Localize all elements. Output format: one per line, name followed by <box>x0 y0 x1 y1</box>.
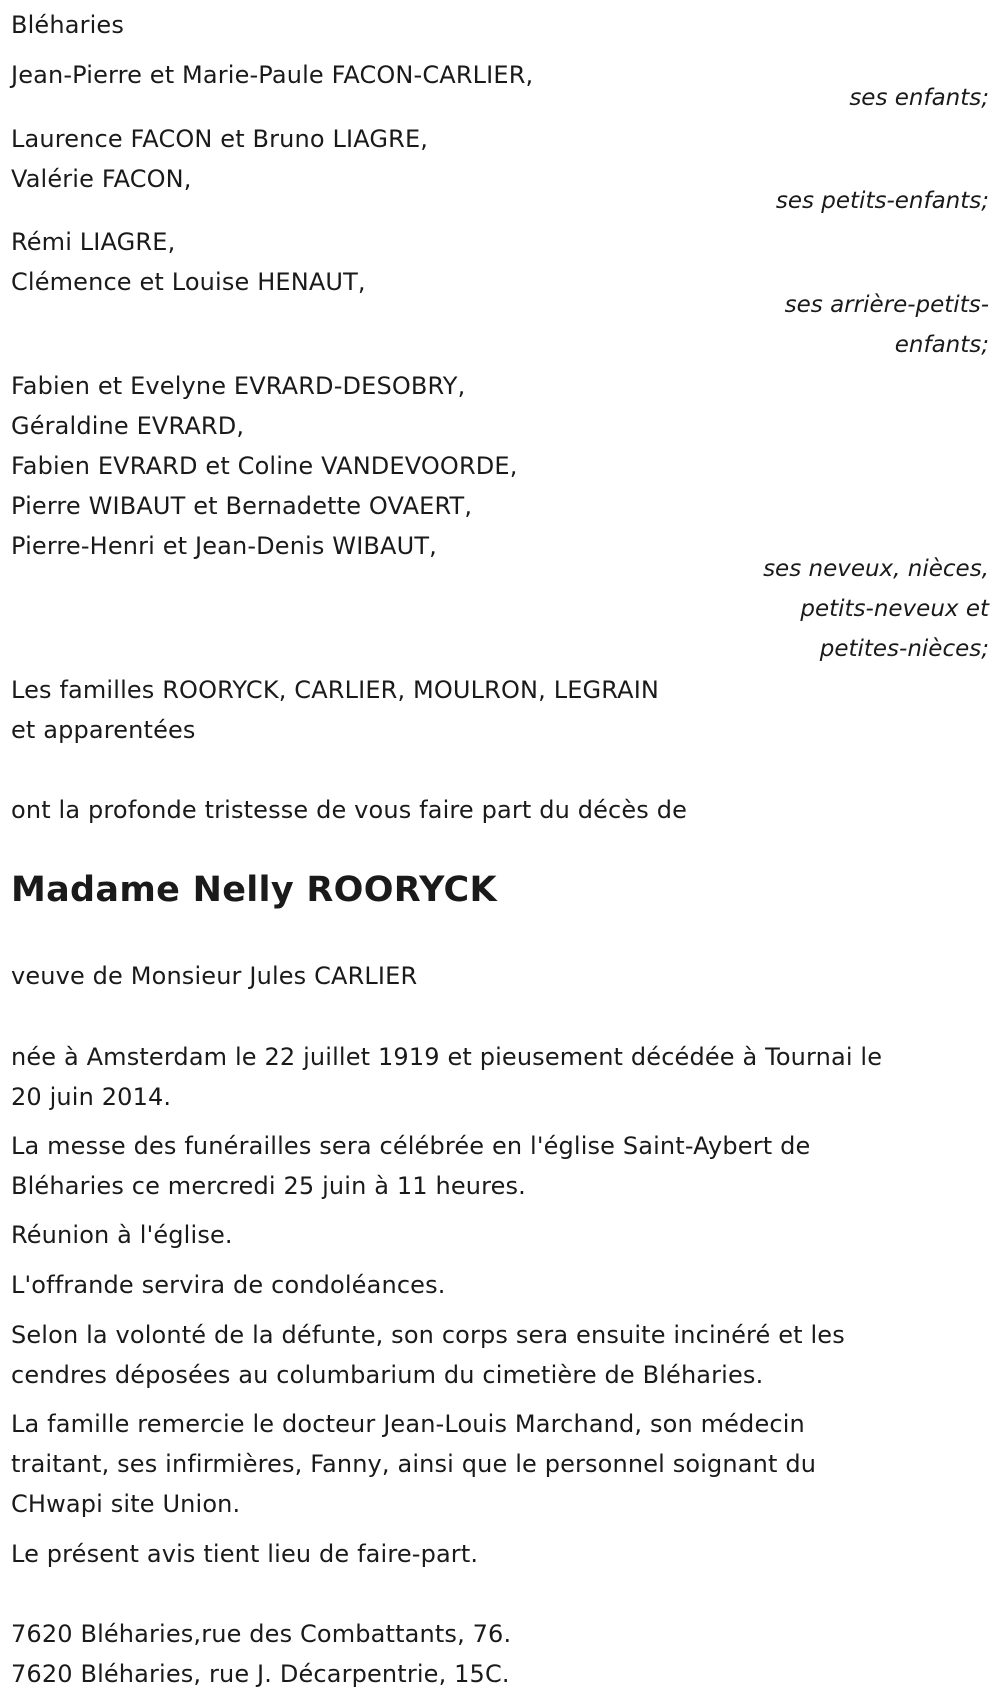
family-name-line: Laurence FACON et Bruno LIAGRE, <box>11 125 429 153</box>
relation-label: petites-nièces; <box>819 636 989 662</box>
paragraph-line: Réunion à l'église. <box>11 1221 233 1249</box>
paragraph-line: née à Amsterdam le 22 juillet 1919 et pieusement décédée à Tournai le <box>11 1043 883 1071</box>
relation-label: ses arrière-petits- <box>784 292 989 318</box>
families-line: et apparentées <box>11 716 196 744</box>
address-line: 7620 Bléharies,rue des Combattants, 76. <box>11 1620 512 1648</box>
paragraph-line: 20 juin 2014. <box>11 1083 172 1111</box>
family-name-line: Pierre WIBAUT et Bernadette OVAERT, <box>11 492 473 520</box>
family-name-line: Pierre-Henri et Jean-Denis WIBAUT, <box>11 532 437 560</box>
paragraph-line: Bléharies ce mercredi 25 juin à 11 heures. <box>11 1172 526 1200</box>
paragraph-line: Selon la volonté de la défunte, son corps sera ensuite incinéré et les <box>11 1321 845 1349</box>
family-name-line: Valérie FACON, <box>11 165 192 193</box>
paragraph-line: CHwapi site Union. <box>11 1490 241 1518</box>
paragraph-line: cendres déposées au columbarium du cimetière de Bléharies. <box>11 1361 764 1389</box>
relation-label: ses neveux, nièces, <box>763 556 989 582</box>
announcement-text: ont la profonde tristesse de vous faire part du décès de <box>11 796 688 824</box>
family-name-line: Fabien et Evelyne EVRARD-DESOBRY, <box>11 372 466 400</box>
relation-label: ses enfants; <box>849 85 989 111</box>
paragraph-line: L'offrande servira de condoléances. <box>11 1271 446 1299</box>
relation-label: ses petits-enfants; <box>775 188 989 214</box>
family-name-line: Fabien EVRARD et Coline VANDEVOORDE, <box>11 452 518 480</box>
spouse-line: veuve de Monsieur Jules CARLIER <box>11 962 418 990</box>
location-heading: Bléharies <box>11 11 124 39</box>
family-name-line: Rémi LIAGRE, <box>11 228 176 256</box>
deceased-name: Madame Nelly ROORYCK <box>11 870 497 910</box>
paragraph-line: La messe des funérailles sera célébrée en l'église Saint-Aybert de <box>11 1132 811 1160</box>
paragraph-line: traitant, ses infirmières, Fanny, ainsi que le personnel soignant du <box>11 1450 817 1478</box>
address-line: 7620 Bléharies, rue J. Décarpentrie, 15C. <box>11 1660 510 1688</box>
paragraph-line: Le présent avis tient lieu de faire-part. <box>11 1540 479 1568</box>
paragraph-line: La famille remercie le docteur Jean-Louis Marchand, son médecin <box>11 1410 805 1438</box>
families-line: Les familles ROORYCK, CARLIER, MOULRON, LEGRAIN <box>11 676 660 704</box>
relation-label: petits-neveux et <box>800 596 989 622</box>
relation-label: enfants; <box>894 332 989 358</box>
family-name-line: Clémence et Louise HENAUT, <box>11 268 366 296</box>
family-name-line: Jean-Pierre et Marie-Paule FACON-CARLIER, <box>11 61 534 89</box>
family-name-line: Géraldine EVRARD, <box>11 412 245 440</box>
